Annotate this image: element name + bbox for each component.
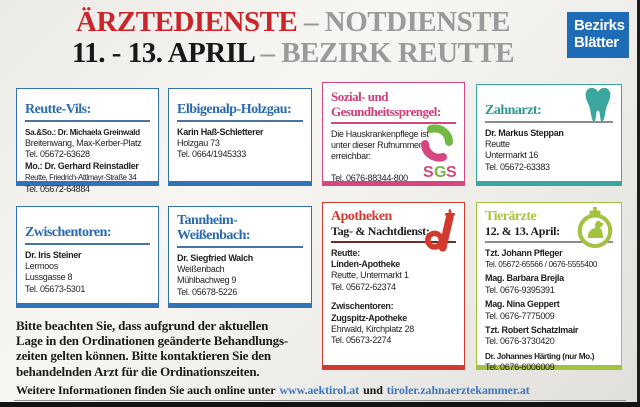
- notice-line: behandelnden Arzt für die Ordinationszeiten.: [16, 363, 260, 379]
- info-line: erreichbar:: [331, 151, 371, 162]
- phone-line: Tel. 05673-2274: [331, 335, 392, 346]
- sgs-letter-s2: S: [446, 164, 457, 181]
- address-line: Untermarkt 16: [485, 150, 539, 161]
- notice-line: Lage in den Ordinationen geänderte Behandlungs-: [16, 333, 288, 349]
- card-title-line-1: Sozial- und: [331, 89, 388, 104]
- pharmacy-name: Linden-Apotheke: [331, 258, 400, 269]
- address-line: Lussgasse 8: [25, 272, 73, 283]
- phone-line: Tel. 05672-65566 / 0676-5555400: [485, 259, 598, 269]
- phone-line: Tel. 05673-5301: [25, 283, 86, 294]
- phone-line: Tel. 05672-63628: [25, 149, 90, 160]
- notice-text: [16, 318, 322, 379]
- card-title: Reutte-Vils:: [25, 102, 91, 117]
- notice-line: zeiten gelten können. Bitte kontaktieren Sie den: [16, 348, 271, 364]
- phone-line: Tel. 05678-5226: [177, 286, 238, 297]
- card-title-line-2: Weißenbach:: [177, 228, 251, 243]
- doctor-name: Dr. Siegfried Walch: [177, 252, 253, 263]
- phone-line: Tel. 0664/1945333: [177, 149, 246, 160]
- vet-name: Tzt. Johann Pfleger: [485, 247, 563, 258]
- notice-line: Bitte beachten Sie, dass aufgrund der aktuellen: [16, 318, 269, 333]
- info-line: unter dieser Rufnummer: [331, 139, 422, 150]
- doctor-name: Karin Haß-Schletterer: [177, 126, 264, 137]
- card-gesundheitssprengel: [322, 82, 465, 186]
- region-label: Reutte:: [331, 247, 360, 258]
- page-title: [0, 7, 586, 69]
- address-line: Reutte, Friedrich-Attlmayr-Straße 34: [25, 173, 137, 183]
- footer-info: [16, 383, 631, 398]
- card-reutte-vils: [16, 88, 159, 194]
- card-zahnarzt: [476, 84, 622, 186]
- sgs-letter-s1: S: [423, 164, 434, 181]
- card-elbigenalp-holzgau: [168, 88, 312, 186]
- title-rule: [177, 246, 303, 248]
- card-title: Zahnarzt:: [485, 103, 542, 118]
- sgs-letter-g: G: [434, 164, 447, 181]
- title-line2-gray: – BEZIRK REUTTE: [260, 37, 515, 69]
- vet-name: Tzt. Robert Schatzlmair: [485, 324, 579, 335]
- phone-line: Tel. 05672-62374: [331, 281, 396, 292]
- bezirksblaetter-logo: [567, 12, 629, 58]
- title-line-1: [0, 7, 586, 38]
- card-title-line-2: Gesundheitssprengel:: [331, 104, 441, 119]
- card-title: Tierärzte: [485, 209, 537, 224]
- phone-line: Tel. 0676-9395391: [485, 284, 555, 295]
- card-tannheim-weissenbach: [168, 206, 312, 308]
- address-line: Reutte: [485, 138, 510, 149]
- card-title: Elbigenalp-Holzgau:: [177, 102, 292, 117]
- sgs-hands-logo-icon: [414, 123, 460, 181]
- info-line: Die Hauskrankenpflege ist: [331, 128, 429, 139]
- pharmacy-name: Zugspitz-Apotheke: [331, 312, 407, 323]
- card-subtitle: Tag- & Nachtdienst:: [331, 224, 430, 238]
- footer-info-und: und: [363, 383, 383, 397]
- address-line: Reutte, Untermarkt 1: [331, 270, 409, 281]
- apotheke-a-icon: [424, 208, 458, 252]
- address-line: Lermoos: [25, 260, 58, 271]
- title-rule: [25, 243, 150, 245]
- card-title: Zwischentoren:: [25, 225, 112, 240]
- title-rule: [177, 120, 303, 122]
- card-apotheken: [322, 202, 465, 370]
- card-title-line-1: Tannheim-: [177, 213, 238, 228]
- doctor-name: Dr. Markus Steppan: [485, 127, 564, 138]
- logo-line-2: Blätter: [574, 34, 619, 51]
- link-zahnaerztekammer[interactable]: tiroler.zahnaerztekammer.at: [386, 383, 530, 397]
- card-tieraerzte: [476, 202, 622, 373]
- doctor-name: Dr. Iris Steiner: [25, 249, 82, 260]
- footer-rule: [14, 400, 626, 401]
- region-label: Zwischentoren:: [331, 301, 394, 312]
- spacer: [331, 293, 456, 301]
- vet-name: Mag. Barbara Brejla: [485, 273, 564, 284]
- title-line-2: [0, 38, 586, 69]
- phone-line: Tel. 05672-64884: [25, 183, 90, 194]
- title-rule: [25, 120, 150, 122]
- tooth-icon: [583, 86, 613, 124]
- footer-info-text: Weitere Informationen finden Sie auch online unter: [16, 383, 276, 397]
- vet-name: Dr. Johannes Härting (nur Mo.): [485, 351, 595, 361]
- phone-line: Tel. 0676-7775009: [485, 310, 555, 321]
- phone-line: Tel. 05672-63383: [485, 161, 550, 172]
- page-bottom-edge: [0, 402, 640, 407]
- logo-line-1: Bezirks: [574, 17, 625, 34]
- address-line: Mühlbachweg 9: [177, 275, 237, 286]
- card-subtitle: 12. & 13. April:: [485, 224, 560, 238]
- phone-line: Tel. 0676-88344-800: [331, 172, 408, 183]
- address-line: Ehrwald, Kirchplatz 28: [331, 323, 414, 334]
- vet-name: Mag. Nina Geppert: [485, 299, 560, 310]
- vet-animals-icon: [574, 206, 616, 250]
- phone-line: Tel. 0676-6006009: [485, 362, 555, 373]
- card-title: Apotheken: [331, 209, 392, 224]
- phone-line: Tel. 0676-3730420: [485, 336, 555, 347]
- svg-text:S G S: [423, 164, 457, 181]
- address-line: Weißenbach: [177, 263, 225, 274]
- title-line2-black: 11. - 13. APRIL: [71, 37, 254, 69]
- card-zwischentoren: [16, 206, 159, 308]
- link-aektirol[interactable]: www.aektirol.at: [279, 383, 360, 397]
- title-line1-red: ÄRZTEDIENSTE: [76, 6, 298, 38]
- doctor-name: Sa.&So.: Dr. Michaela Greinwald: [25, 127, 140, 137]
- address-line: Holzgau 73: [177, 137, 220, 148]
- doctor-name: Mo.: Dr. Gerhard Reinstadler: [25, 160, 139, 171]
- address-line: Breitenwang, Max-Kerber-Platz: [25, 137, 142, 148]
- title-line1-gray: – NOTDIENSTE: [304, 6, 510, 38]
